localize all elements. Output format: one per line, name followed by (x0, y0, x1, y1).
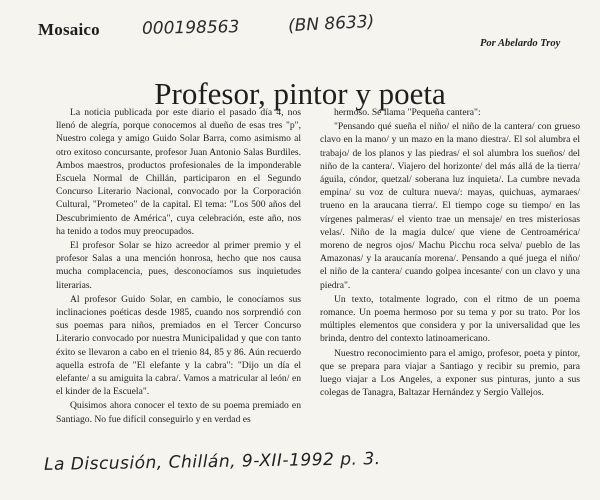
paragraph: Al profesor Guido Solar, en cambio, le conocíamos sus inclinaciones poéticas desde 1985, cuando nos sorprendió con sus poemas para niños, premiados en el Tercer Concurso Literario convocado por nuestra Municipalidad y que con tanto éxito se llevaron a cabo en el trienio 84, 85 y 86. Aún recuerdo aquella estrofa de "El elefante y la cabra": "Dijo un día el elefante/ a su amiguita la cabra/. Vamos a matricular al león/ en el kinder de la Escuela". (56, 293, 301, 398)
handwritten-source-note: La Discusión, Chillán, 9-XII-1992 p. 3. (43, 449, 381, 475)
paragraph: Un texto, totalmente logrado, con el ritmo de un poema romance. Un poema hermoso por su tema y por su trato. Por los múltiples elementos que considera y por la universalidad que les brinda, dentro del contexto latinoamericano. (320, 293, 580, 345)
article-column-right (320, 106, 580, 400)
section-label: Mosaico (38, 20, 100, 39)
article-title: Profesor, pintor y poeta (154, 75, 446, 111)
paragraph: hermoso. Se llama "Pequeña cantera": (334, 107, 481, 118)
handwritten-catalog-number: (BN 8633) (287, 11, 375, 37)
byline: Por Abelardo Troy (480, 38, 561, 49)
handwritten-code: 000198563 (141, 17, 240, 39)
paragraph: "Pensando qué sueña el niño/ el niño de la cantera/ con grueso clavo en la mano/ y un mazo en la mano diestra/. El sol alumbra el trabajo/ de los planos y las piedras/ el sol alumbra los sueños/ del niño de la cantera/. Viajero del horizonte/ del más allá de la tierra/ águila, cóndor, quetzal/ soberana luz inquieta/. La cumbre nevada empina/ su voz de cultura nueva/: mayas, quichuas, aymaraes/ trueno en la araucana tierra/. El tiempo coge su tiempo/ en las vírgenes palmeras/ el viento trae un mensaje/ en tres misteriosas velas/. Niño de la magia dulce/ que viene de Centroamérica/ moreno de negros ojos/ Machu Picchu roca selva/ pueblo de las Amazonas/ y la araucanía morena/. Pensando a qué juega el niño/ el niño de la cantera/ cuando golpea incesante/ con un clavo y una piedra". (320, 121, 580, 291)
paragraph: Nuestro reconocimiento para el amigo, profesor, poeta y pintor, que se prepara para viajar a Santiago y recibir su premio, para luego viajar a Los Angeles, a exponer sus pinturas, junto a sus colegas de Tanagra, Baltazar Hernández y Sergio Vallejos. (320, 347, 580, 399)
paragraph: El profesor Solar se hizo acreedor al primer premio y el profesor Salas a una mención honrosa, hecho que nos causa mucha complacencia, pues, desconocíamos sus inquietudes literarias. (56, 240, 301, 291)
article-column-left (56, 106, 301, 427)
paragraph: Quisimos ahora conocer el texto de su poema premiado en Santiago. No fue difícil conseguirlo y en verdad es (56, 400, 301, 425)
paragraph: La noticia publicada por este diario el pasado día 4, nos llenó de alegría, porque conocemos al dueño de esas tres "p", Nuestro colega y amigo Guido Solar Barra, como asimismo al otro exitoso concursante, profesor Juan Antonio Salas Burdiles. Ambos maestros, productos profesionales de la imponderable Escuela Normal de Chillán, participaron en el Segundo Concurso Literario Nacional, convocado por la Corporación Cultural, "Prometeo" de la capital. El tema: "Los 500 años del Descubrimiento de América", cuya celebración, este año, nos ha tenido a todos muy preocupados. (56, 107, 301, 237)
